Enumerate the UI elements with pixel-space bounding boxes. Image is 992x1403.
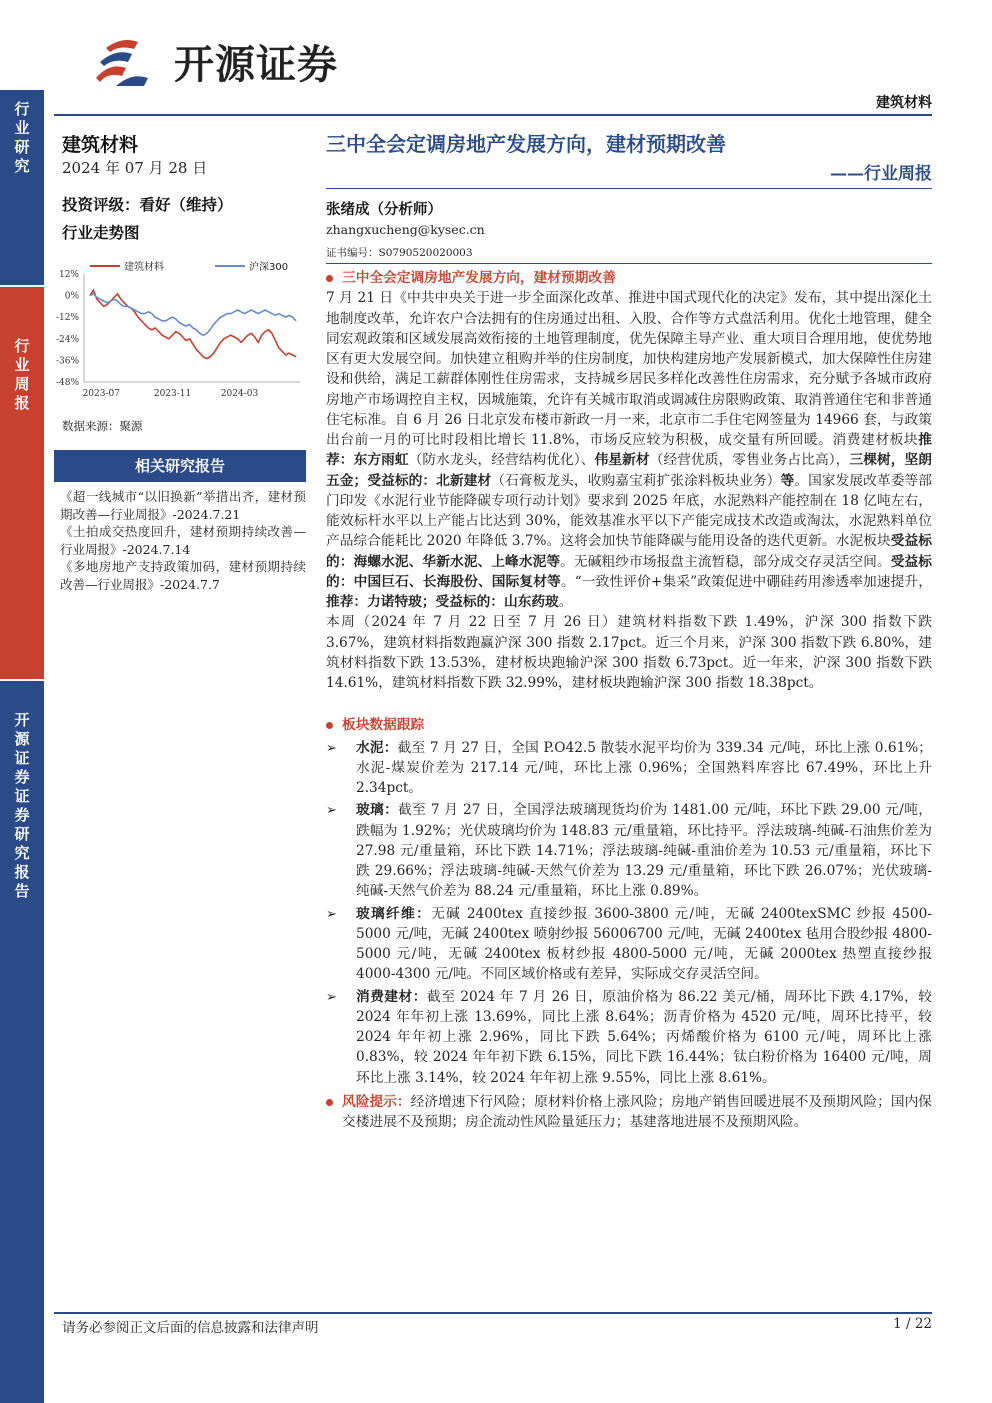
para-seg-bold: 等: [780, 472, 795, 489]
para-seg: （经营优质，零售业务占比高），: [649, 452, 850, 469]
para-seg: （石膏板龙头，收购嘉宝莉扩张涂料板块业务）: [491, 472, 781, 489]
side-strip-brand: [0, 681, 44, 1403]
arrow-bullet-icon: ➢: [326, 906, 337, 922]
para-seg-bold: 三棵树，坚朗五金；受益标的：北新建材: [326, 452, 932, 489]
chart-y-ticks: [56, 270, 79, 388]
market-paragraph: 本周（2024 年 7 月 22 日至 7 月 26 日）建筑材料指数下跌 1.49%，沪深 300 指数下跌 3.67%，建筑材料指数跑赢沪深 300 指数 2.17pct。近三个月来，沪深 300 指数下跌 6.80%，建筑材料指数下跌 13.53%，建材板块跑输沪深 300 指数 6.73pct。近一年来，沪深 300 指数下跌 14.61%，建筑材料指数下跌 32.99%，建材板块跑输沪深 300 指数 18.38pct。: [326, 614, 932, 691]
summary-paragraph: [326, 288, 932, 612]
arrow-bullet-icon: ➢: [326, 740, 337, 756]
para-seg: 。: [558, 594, 573, 610]
footer-disclaimer: 请务必参阅正文后面的信息披露和法律声明: [62, 1320, 319, 1336]
industry-name: 建筑材料: [62, 134, 139, 156]
sector-item-body: 截至 2024 年 7 月 26 日，原油价格为 86.22 美元/桶，周环比下跌 4.17%，较 2024 年年初上涨 13.69%，同比上涨 8.64%；沥青价格为 4520 元/吨，周环比持平，较 2024 年年初上涨 2.96%，同比下跌 5.64%；丙烯酸价格为 6100 元/吨，周环比上涨 0.83%，较 2024 年年初下跌 6.15%，同比下跌 16.44%；钛白粉价格为 16400 元/吨，周环比上涨 3.14%，较 2024 年年初上涨 9.55%，同比上涨 8.61%。: [356, 988, 932, 1086]
sector-item-consumer-materials: [326, 987, 932, 1088]
sector-item-text: [356, 904, 932, 985]
logo-mark-icon: [86, 32, 164, 90]
chart-y-tick-label: 0%: [64, 291, 79, 302]
analyst-name: 张绪成（分析师）: [326, 201, 442, 218]
analyst-divider: [326, 263, 932, 264]
arrow-bullet-icon: ➢: [326, 803, 337, 819]
title-divider: [326, 188, 932, 189]
section-heading-2: [326, 715, 932, 735]
brand-logo: [86, 32, 338, 90]
chart-y-tick-label: -48%: [55, 378, 79, 388]
chart-x-tick-label: 2023-07: [82, 389, 120, 399]
trend-chart-title: 行业走势图: [62, 223, 140, 242]
chart-series-line: [90, 290, 296, 358]
legend-label: 沪深300: [249, 262, 289, 273]
report-body: [326, 268, 932, 1132]
para-seg: 。无碱粗纱市场报盘主流暂稳，部分成交存灵活空间。: [560, 553, 891, 570]
para-seg: 7 月 21 日《中共中央关于进一步全面深化改革、推进中国式现代化的决定》发布，其中提出深化土地制度改革，允许农户合法拥有的住房通过出租、入股、合作等方式盘活利用。优化土地管理，健全同宏观政策和区域发展高效衔接的土地管理制度，优先保障主导产业、重大项目合理用地，使优势地区有更大发展空间。加快建立租购并举的住房制度，加快构建房地产发展新模式，加大保障性住房建设和供给，满足工薪群体刚性住房需求，支持城乡居民多样化改善性住房需求，充分赋予各城市政府房地产市场调控自主权，因城施策，允许有关城市取消或调减住房限购政策、取消普通住宅和非普通住宅标准。自 6 月 26 日北京发布楼市新政一月一来，北京市二手住宅网签量为 14966 套，与政策出台前一月的可比时段相比增长 11.8%，市场反应较为积极，成交量有所回暖。消费建材板块: [326, 290, 932, 448]
section-heading-2-text: 板块数据跟踪: [342, 717, 425, 734]
para-seg: （防水龙头，经营结构优化）、: [408, 452, 595, 469]
related-report-1[interactable]: 《超一线城市“以旧换新”举措出齐，建材预期改善—行业周报》-2024.7.21: [60, 489, 306, 522]
chart-x-tick-label: 2023-11: [153, 389, 192, 399]
sector-item-text: [356, 987, 932, 1088]
para-seg-bold: 受益标的：中国巨石、长海股份、国际复材等: [326, 553, 932, 590]
sector-item-label: 消费建材：: [356, 988, 428, 1005]
sector-item-fiberglass: [326, 904, 932, 985]
para-seg: 。国家发展改革委等部门印发《水泥行业节能降碳专项行动计划》要求到 2025 年底，水泥熟料产能控制在 18 亿吨左右，能效标杆水平以上产能占比达到 30%，能效基准水平以下产能完成技术改造或淘汰，水泥熟料单位产品综合能耗比 2020 年降低 3.7%。这将会加快节能降碳与能用设备的迭代更新。水泥板块: [326, 472, 932, 550]
para-seg-bold: 受益标的：海螺水泥、华新水泥、上峰水泥等: [326, 533, 932, 570]
sector-item-label: 水泥：: [356, 739, 398, 756]
related-report-2[interactable]: 《土拍成交热度回升，建材预期持续改善—行业周报》-2024.7.14: [60, 524, 306, 557]
side-strip-weekly: [0, 287, 44, 679]
para-seg-bold: 伟星新材: [594, 452, 650, 469]
page-number: 1 / 22: [893, 1316, 932, 1332]
header-industry-tag: 建筑材料: [876, 95, 932, 111]
para-seg-bold: 推荐：力诺特玻；受益标的：山东药玻: [326, 594, 559, 610]
sector-item-label: 玻璃：: [356, 802, 399, 819]
sector-item-text: [356, 800, 932, 901]
header-divider: [54, 114, 932, 116]
bullet-dot-icon: [326, 275, 333, 282]
risk-body: 经济增速下行风险；原材料价格上涨风险；房地产销售回暖进展不及预期风险；国内保交楼进展不及预期；房企流动性风险量延压力；基建落地进展不及预期风险。: [342, 1093, 932, 1130]
section-heading-1: [326, 268, 932, 288]
analyst-email[interactable]: zhangxucheng@kysec.cn: [326, 222, 485, 237]
footer-divider: [54, 1312, 932, 1314]
sector-item-body: 截至 7 月 27 日，全国 P.O42.5 散装水泥平均价为 339.34 元/吨，环比上涨 0.61%；水泥-煤炭价差为 217.14 元/吨，环比上涨 0.96%；全国熟料库容比 67.49%，环比上升 2.34pct。: [356, 739, 932, 796]
report-date: 2024 年 07 月 28 日: [62, 159, 208, 177]
related-report-3[interactable]: 《多地房地产支持政策加码，建材预期持续改善—行业周报》-2024.7.7: [60, 559, 306, 592]
chart-y-tick-label: -36%: [55, 356, 79, 367]
bullet-dot-icon: [326, 1099, 333, 1106]
investment-rating: 投资评级：看好（维持）: [62, 195, 233, 214]
sector-item-label: 玻璃纤维：: [356, 905, 432, 922]
related-reports-header: 相关研究报告: [54, 450, 306, 482]
risk-warning: [326, 1092, 932, 1133]
risk-label: 风险提示：: [342, 1093, 411, 1110]
chart-x-tick-label: 2024-03: [220, 389, 259, 399]
report-subtitle: ——行业周报: [830, 164, 932, 184]
analyst-cert: 证书编号：S0790520020003: [326, 247, 473, 259]
brand-name: 开源证券: [174, 41, 338, 88]
bullet-dot-icon: [326, 722, 333, 729]
sector-item-text: [356, 738, 932, 799]
trend-chart: [50, 252, 306, 412]
chart-y-tick-label: -12%: [55, 313, 79, 324]
sector-item-cement: [326, 738, 932, 799]
side-strip: [0, 0, 44, 1403]
chart-source: 数据来源：聚源: [62, 419, 143, 433]
chart-x-ticks: [83, 389, 259, 399]
section-heading-1-text: 三中全会定调房地产发展方向，建材预期改善: [342, 270, 616, 286]
side-strip-industry-research: [0, 90, 44, 285]
para-seg-bold: 推荐：东方雨虹: [326, 432, 932, 469]
legend-label: 建筑材料: [124, 262, 164, 273]
side-strip-text-1: 行业研究: [14, 100, 30, 175]
side-strip-text-2: 行业周报: [14, 337, 30, 412]
arrow-bullet-icon: ➢: [326, 989, 337, 1005]
sector-item-glass: [326, 800, 932, 901]
chart-y-tick-label: 12%: [58, 270, 79, 280]
related-reports-list: [60, 488, 306, 593]
para-seg: 。“一致性评价+集采”政策促进中硼硅药用渗透率加速提升，: [560, 573, 932, 590]
chart-y-tick-label: -24%: [55, 334, 79, 345]
chart-legend: [90, 260, 288, 273]
sector-item-body: 截至 7 月 27 日，全国浮法玻璃现货均价为 1481.00 元/吨，环比下跌 29.00 元/吨，跌幅为 1.92%；光伏玻璃均价为 148.83 元/重量箱，环比持平。浮法玻璃-纯碱-石油焦价差为 27.98 元/重量箱，环比下跌 14.71%；浮法玻璃-纯碱-重油价差为 10.53 元/重量箱，环比下跌 29.66%；浮法玻璃-纯碱-天然气价差为 13.29 元/重量箱，环比下跌 26.07%；光伏玻璃-纯碱-天然气价差为 88.24 元/重量箱，环比上涨 0.89%。: [356, 802, 932, 900]
side-strip-text-3: 开源证券 证券研究报告: [14, 711, 30, 900]
report-title: 三中全会定调房地产发展方向，建材预期改善: [326, 132, 726, 156]
sector-data-list: [326, 738, 932, 1088]
chart-series: [90, 290, 296, 358]
sector-item-body: 无碱 2400tex 直接纱报 3600-3800 元/吨，无碱 2400texSMC 纱报 4500-5000 元/吨，无碱 2400tex 喷射纱报 56006700 元/吨，无碱 2400tex 毡用合股纱报 4800-5000 元/吨，无碱 2400tex 板材纱报 4800-5000 元/吨，无碱 2000tex 热塑直接纱报 4000-4300 元/吨。不同区域价格或有差异，实际成交存灵活空间。: [356, 905, 932, 983]
risk-text: [342, 1092, 932, 1133]
